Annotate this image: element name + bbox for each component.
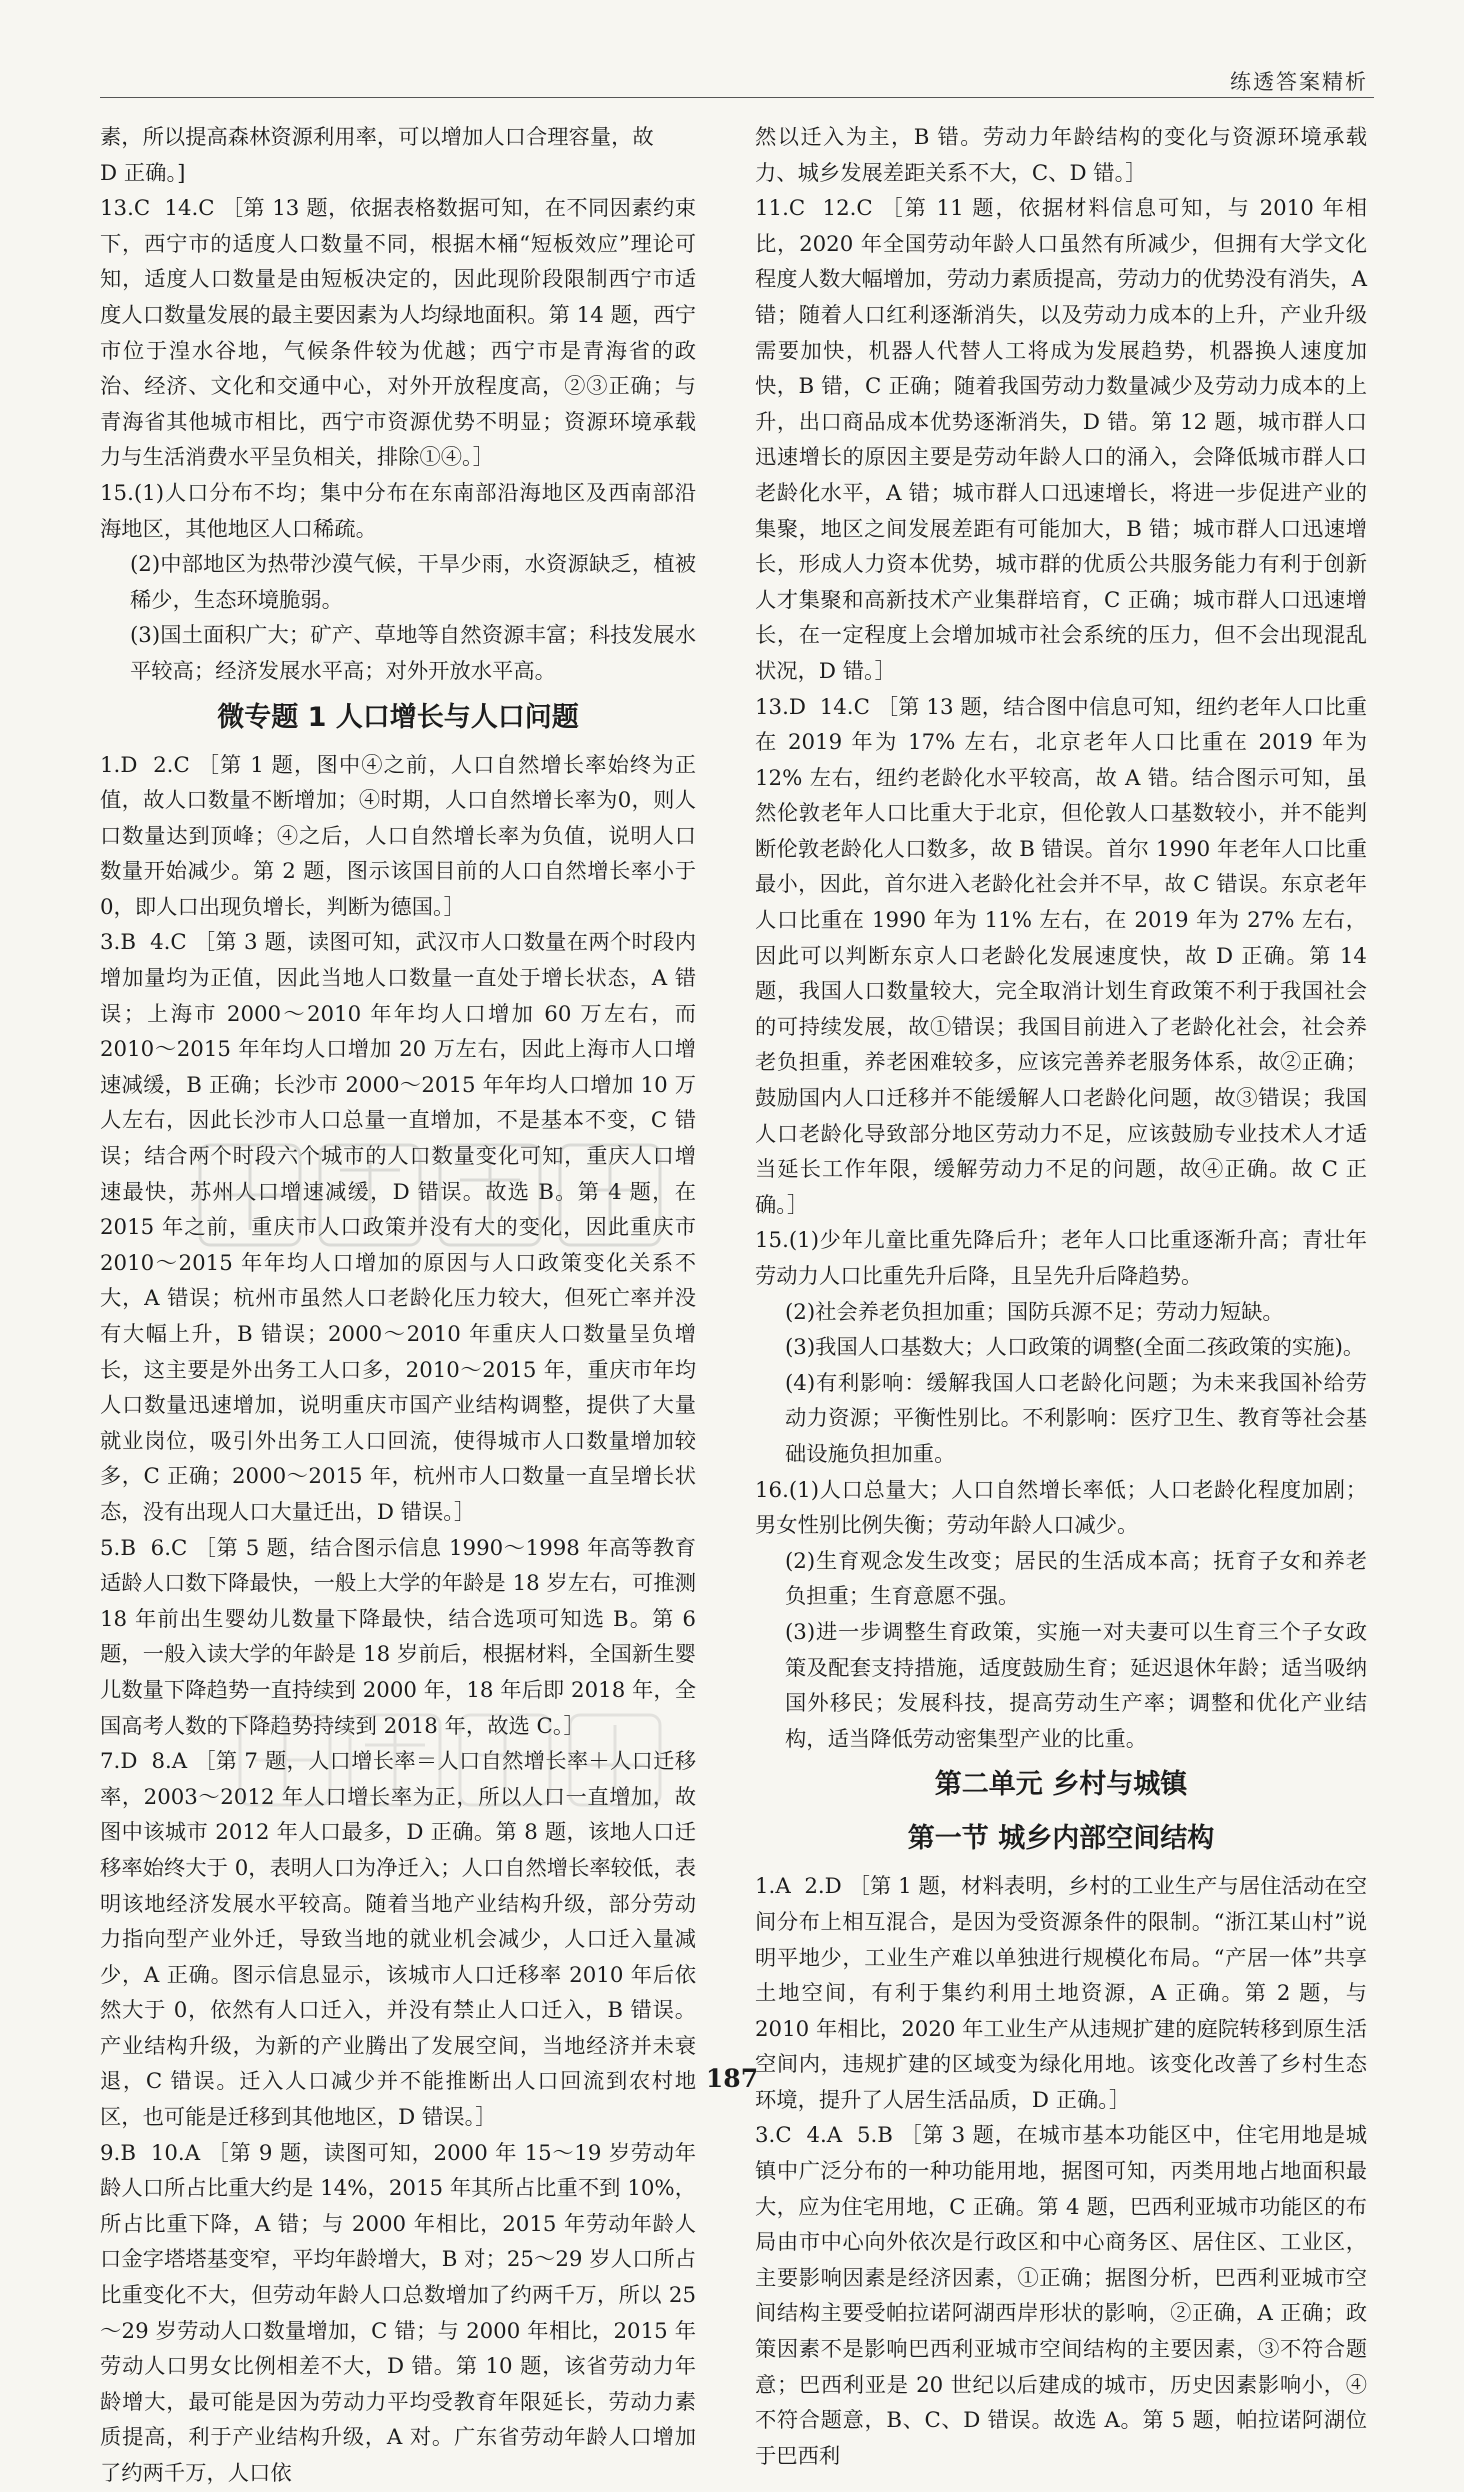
answer-paragraph: 13.C 14.C ［第 13 题，依据表格数据可知，在不同因素约束下，西宁市的适度人口数量不同，根据木桶“短板效应”理论可知，适度人口数量是由短板决定的，因此现阶段限制西宁市适度人口数量发展的最主要因素为人均绿地面积。第 14 题，西宁市位于湟水谷地，气候条件较为优越；西宁市是青海省的政治、经济、文化和交通中心，对外开放程度高，②③正确；与青海省其他城市相比，西宁市资源优势不明显；资源环境承载力与生活消费水平呈负相关，排除①④。］: [100, 196, 696, 471]
answer-paragraph: 13.D 14.C ［第 13 题，结合图中信息可知，纽约老年人口比重在 2019 年为 17% 左右，北京老年人口比重在 2019 年为 12% 左右，纽约老龄化水平较高，故 A 错。结合图示可知，虽然伦敦老年人口比重大于北京，但伦敦人口基数较小，并不能判断伦敦老龄化人口数多，故 B 错误。首尔 1990 年老年人口比重最小，因此，首尔进入老龄化社会并不早，故 C 错误。东京老年人口比重在 1990 年为 11% 左右，在 2019 年为 27% 左右，因此可以判断东京人口老龄化发展速度快，故 D 正确。第 14 题，我国人口数量较大，完全取消计划生育政策不利于我国社会的可持续发展，故①错误；我国目前进入了老龄化社会，社会养老负担重，养老困难较多，应该完善养老服务体系，故②正确；鼓励国内人口迁移并不能缓解人口老龄化问题，故③错误；我国人口老龄化导致部分地区劳动力不足，应该鼓励专业技术人才适当延长工作年限，缓解劳动力不足的问题，故④正确。故 C 正确。］: [755, 694, 1374, 1218]
section-heading: 第二单元 乡村与城镇: [934, 1769, 1188, 1801]
header-title: 练透答案精析: [1230, 70, 1368, 94]
answer-paragraph: 15.(1)人口分布不均；集中分布在东南部沿海地区及西南部沿海地区，其他地区人口稀疏。: [100, 480, 696, 542]
answer-paragraph: 1.A 2.D ［第 1 题，材料表明，乡村的工业生产与居住活动在空间分布上相互混合，是因为受资源条件的限制。“浙江某山村”说明平地少，工业生产难以单独进行规模化布局。“产居一体”共享土地空间，有利于集约利用土地资源，A 正确。第 2 题，与 2010 年相比，2020 年工业生产从违规扩建的庭院转移到原生活空间内，违规扩建的区域变为绿化用地。该变化改善了乡村生态环境，提升了人居生活品质，D 正确。］: [755, 1874, 1374, 2113]
answer-paragraph: 3.C 4.A 5.B ［第 3 题，在城市基本功能区中，住宅用地是城镇中广泛分布的一种功能用地，据图可知，丙类用地占地面积最大，应为住宅用地，C 正确。第 4 题，巴西利亚城市功能区的布局由市中心向外依次是行政区和中心商务区、居住区、工业区，主要影响因素是经济因素，①正确；据图分析，巴西利亚城市空间结构主要受帕拉诺阿湖西岸形状的影响，②正确，A 正确；政策因素不是影响巴西利亚城市空间结构的主要因素，③不符合题意；巴西利亚是 20 世纪以后建成的城市，历史因素影响小，④不符合题意，B、C、D 错误。故选 A。第 5 题，帕拉诺阿湖位于巴西利: [755, 2123, 1367, 2469]
answer-paragraph: 7.D 8.A ［第 7 题，人口增长率＝人口自然增长率＋人口迁移率，2003～2012 年人口增长率为正，所以人口一直增加，故图中该城市 2012 年人口最多，D 正确。第 8 题，该地人口迁移率始终大于 0，表明人口为净迁入；人口自然增长率较低，表明该地经济发展水平较高。随着当地产业结构升级，部分劳动力指向型产业外迁，导致当地的就业机会减少，人口迁入量减少，A 正确。图示信息显示，该城市人口迁移率 2010 年后依然大于 0，依然有人口迁入，并没有禁止人口迁入，B 错误。产业结构升级，为新的产业腾出了发展空间，当地经济并未衰退，C 错误。迁入人口减少并不能推断出人口回流到农村地区，也可能是迁移到其他地区，D 错误。］: [100, 1749, 696, 2131]
header-rule: [100, 97, 1374, 98]
answer-paragraph: 然以迁入为主，B 错。劳动力年龄结构的变化与资源环境承载力、城乡发展差距关系不大，C、D 错。］: [755, 125, 1367, 186]
answer-paragraph: (3)国土面积广大；矿产、草地等自然资源丰富；科技发展水平较高；经济发展水平高；对外开放水平高。: [130, 623, 696, 684]
section-heading: 第一节 城乡内部空间结构: [907, 1823, 1215, 1855]
answer-paragraph: (2)社会养老负担加重；国防兵源不足；劳动力短缺。: [785, 1299, 1284, 1325]
answer-paragraph: 3.B 4.C ［第 3 题，读图可知，武汉市人口数量在两个时段内增加量均为正值，因此当地人口数量一直处于增长状态，A 错误；上海市 2000～2010 年年均人口增加 60 万左右，而 2010～2015 年年均人口增加 20 万左右，因此上海市人口增速减缓，B 正确；长沙市 2000～2015 年年均人口增加 10 万人左右，因此长沙市人口总量一直增加，不是基本不变，C 错误；结合两个时段六个城市的人口数量变化可知，重庆人口增速最快，苏州人口增速减缓，D 错误。故选 B。第 4 题，在 2015 年之前，重庆市人口政策并没有大的变化，因此重庆市 2010～2015 年年均人口增加的原因与人口政策变化关系不大，A 错误；杭州市虽然人口老龄化压力较大，但死亡率并没有大幅上升，B 错误；2000～2010 年重庆人口数量呈负增长，这主要是外出务工人口多，2010～2015 年，重庆市年均人口数量迅速增加，说明重庆市国产业结构调整，提供了大量就业岗位，吸引外出务工人口回流，使得城市人口数量增加较多，C 正确；2000～2015 年，杭州市人口数量一直呈增长状态，没有出现人口大量迁出，D 错误。］: [100, 930, 703, 1525]
answer-paragraph: (2)生育观念发生改变；居民的生活成本高；抚育子女和养老负担重；生育意愿不强。: [785, 1548, 1367, 1610]
page-header: [0, 0, 1464, 95]
answer-paragraph: (3)我国人口基数大；人口政策的调整(全面二孩政策的实施)。: [785, 1335, 1365, 1361]
answer-paragraph: 素，所以提高森林资源利用率，可以增加人口合理容量，故 D 正确。]: [100, 125, 654, 186]
answer-paragraph: 11.C 12.C ［第 11 题，依据材料信息可知，与 2010 年相比，2020 年全国劳动年龄人口虽然有所减少，但拥有大学文化程度人数大幅增加，劳动力素质提高，劳动力的优势没有消失，A 错；随着人口红利逐渐消失，以及劳动力成本的上升，产业升级需要加快，机器人代替人工将成为发展趋势，机器换人速度加快，B 错，C 正确；随着我国劳动力数量减少及劳动力成本的上升，出口商品成本优势逐渐消失，D 错。第 12 题，城市群人口迅速增长的原因主要是劳动年龄人口的涌入，会降低城市群人口老龄化水平，A 错；城市群人口迅速增长，将进一步促进产业的集聚，地区之间发展差距有可能加大，B 错；城市群人口迅速增长，形成人力资本优势，城市群的优质公共服务能力有利于创新人才集聚和高新技术产业集群培育，C 正确；城市群人口迅速增长，在一定程度上会增加城市社会系统的压力，但不会出现混乱状况，D 错。］: [755, 196, 1374, 684]
left-column: [100, 120, 703, 2492]
answer-paragraph: 16.(1)人口总量大；人口自然增长率低；人口老龄化程度加剧；男女性别比例失衡；劳动年龄人口减少。: [755, 1477, 1367, 1539]
answer-paragraph: (3)进一步调整生育政策，实施一对夫妻可以生育三个子女政策及配套支持措施，适度鼓励生育；延迟退休年龄；适当吸纳国外移民；发展科技，提高劳动生产率；调整和优化产业结构，适当降低劳动密集型产业的比重。: [785, 1619, 1367, 1752]
watermark-logo: [190, 1130, 750, 1260]
answer-paragraph: 9.B 10.A ［第 9 题，读图可知，2000 年 15～19 岁劳动年龄人口所占比重大约是 14%，2015 年其所占比重不到 10%，所占比重下降，A 错；与 2000 年相比，2015 年劳动年龄人口金字塔塔基变窄，平均年龄增大，B 对；25～29 岁人口所占比重变化不大，但劳动年龄人口总数增加了约两千万，所以 25～29 岁劳动人口数量增加，C 错；与 2000 年相比，2015 年劳动人口男女比例相差不大，D 错。第 10 题，该省劳动力年龄增大，最可能是因为劳动力平均受教育年限延长，劳动力素质提高，利于产业结构升级，A 对。广东省劳动年龄人口增加了约两千万，人口依: [100, 2140, 696, 2486]
page-number: 187: [705, 2064, 759, 2093]
answer-paragraph: 15.(1)少年儿童比重先降后升；老年人口比重逐渐升高；青壮年劳动力人口比重先升后降，且呈先升后降趋势。: [755, 1228, 1367, 1289]
answer-paragraph: (4)有利影响：缓解我国人口老龄化问题；为未来我国补给劳动力资源；平衡性别比。不利影响：医疗卫生、教育等社会基础设施负担加重。: [785, 1370, 1367, 1467]
right-column: [755, 120, 1374, 2474]
section-heading: 微专题 1 人口增长与人口问题: [217, 701, 579, 733]
watermark-logo-lower: [230, 1700, 750, 1820]
answer-paragraph: (2)中部地区为热带沙漠气候，干旱少雨，水资源缺乏，植被稀少，生态环境脆弱。: [130, 552, 696, 613]
answer-paragraph: 5.B 6.C ［第 5 题，结合图示信息 1990～1998 年高等教育适龄人口数下降最快，一般上大学的年龄是 18 岁左右，可推测 18 年前出生婴幼儿数量下降最快，结合选项可知选 B。第 6 题，一般入读大学的年龄是 18 岁前后，根据材料，全国新生婴儿数量下降趋势一直持续到 2000 年，18 年后即 2018 年，全国高考人数的下降趋势持续到 2018 年，故选 C。］: [100, 1535, 703, 1739]
answer-paragraph: 1.D 2.C ［第 1 题，图中④之前，人口自然增长率始终为正值，故人口数量不断增加；④时期，人口自然增长率为0，则人口数量达到顶峰；④之后，人口自然增长率为负值，说明人口数量开始减少。第 2 题，图示该国目前的人口自然增长率小于 0，即人口出现负增长，判断为德国。］: [100, 752, 703, 920]
